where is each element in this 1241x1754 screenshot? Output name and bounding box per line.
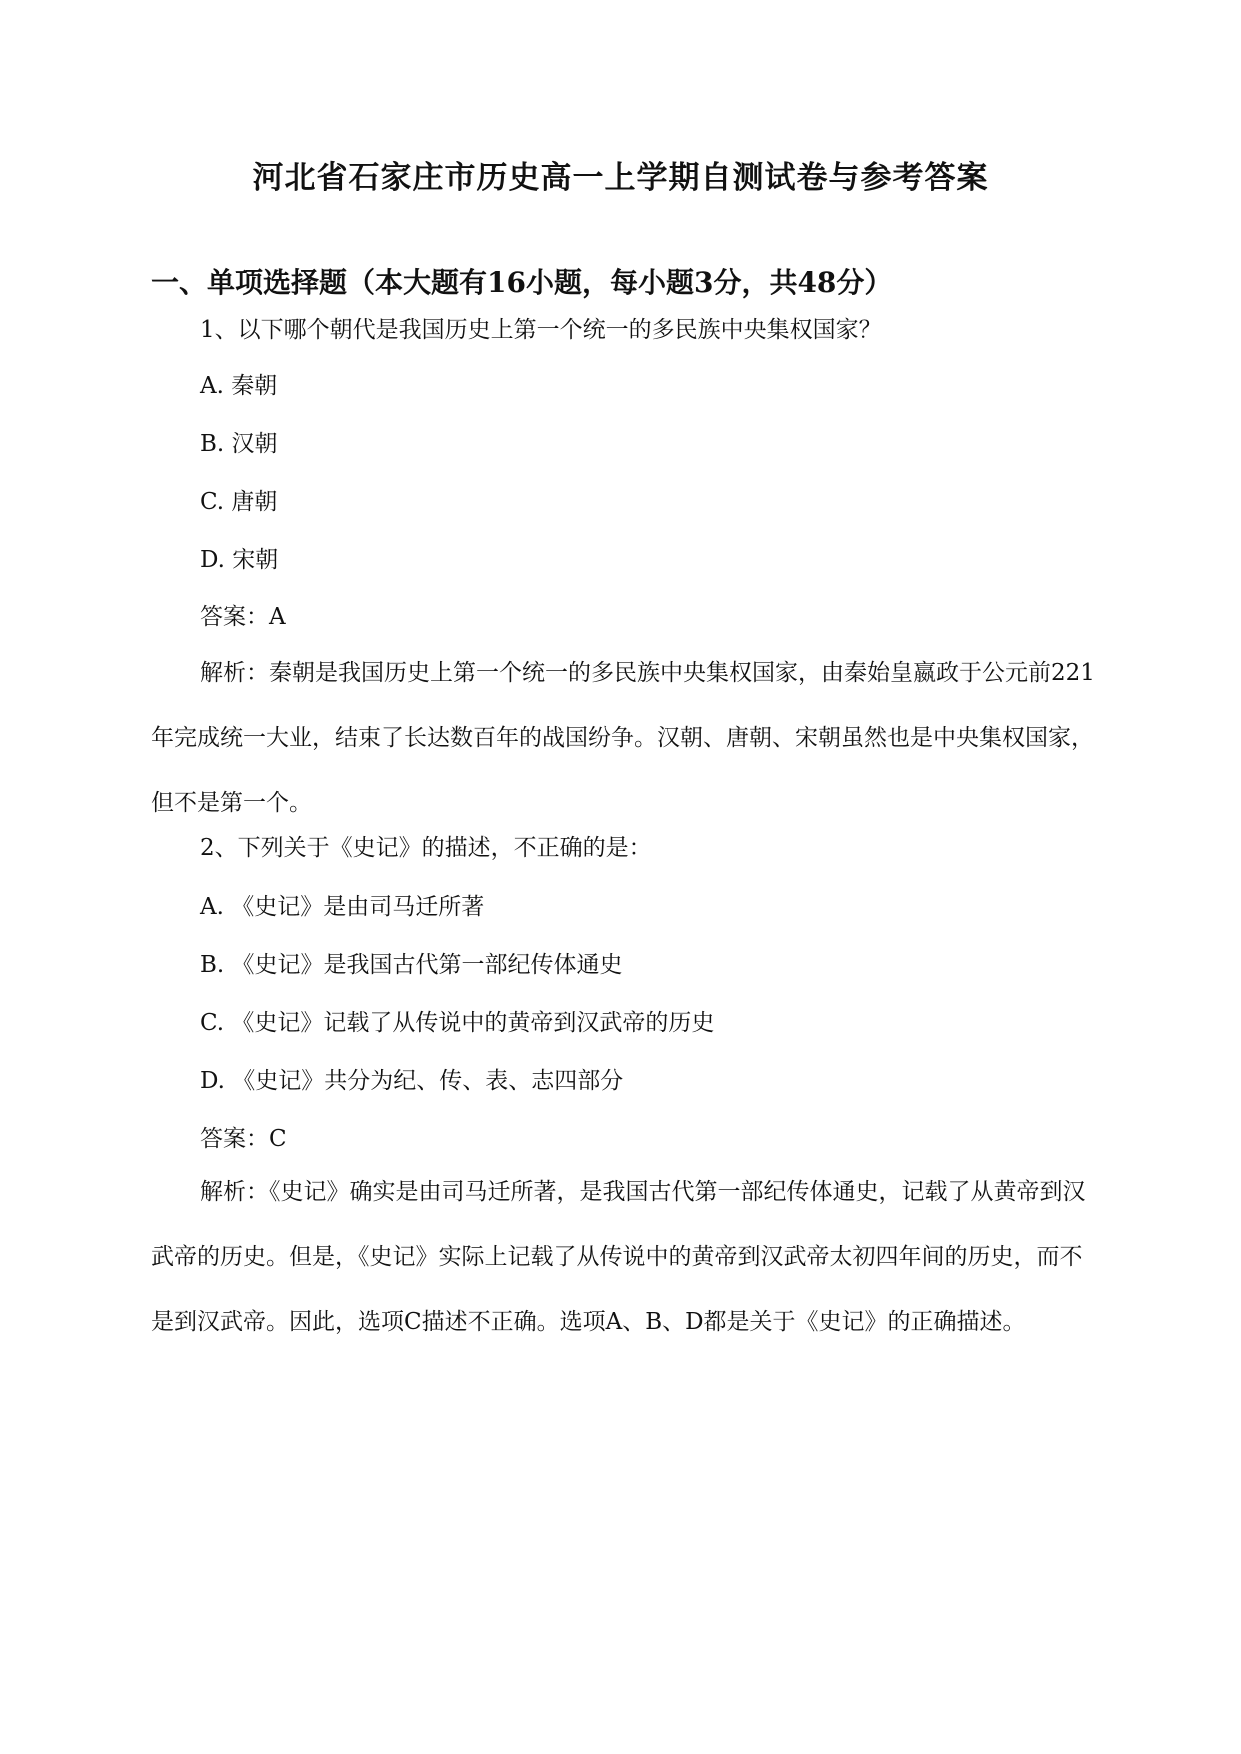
question-2-option-c: C. 《史记》记载了从传说中的黄帝到汉武帝的历史 [200,1010,715,1036]
question-1-option-c: C. 唐朝 [200,489,278,515]
question-2-analysis: 解析：《史记》确实是由司马迁所著，是我国古代第一部纪传体通史，记载了从黄帝到汉武帝的历史。但是，《史记》实际上记载了从传说中的黄帝到汉武帝太初四年间的历史，而不是到汉武帝。因此，选项C描述不正确。选项A、B、D都是关于《史记》的正确描述。 [151,1179,1086,1335]
question-2-stem: 2、下列关于《史记》的描述，不正确的是： [200,835,652,861]
question-1-option-d: D. 宋朝 [200,547,279,573]
question-2-option-b: B. 《史记》是我国古代第一部纪传体通史 [200,952,623,978]
section-heading: 一、单项选择题（本大题有16小题，每小题3分，共48分） [151,266,893,299]
question-1-analysis: 解析：秦朝是我国历史上第一个统一的多民族中央集权国家，由秦始皇嬴政于公元前221年完成统一大业，结束了长达数百年的战国纷争。汉朝、唐朝、宋朝虽然也是中央集权国家，但不是第一个。 [151,660,1095,816]
question-1-option-a: A. 秦朝 [200,373,278,399]
question-2-option-d: D. 《史记》共分为纪、传、表、志四部分 [200,1068,624,1094]
question-1-answer: 答案：A [200,604,286,630]
question-1-stem: 1、以下哪个朝代是我国历史上第一个统一的多民族中央集权国家？ [200,317,882,343]
question-2-option-a: A. 《史记》是由司马迁所著 [200,894,485,920]
question-2-answer: 答案：C [200,1126,287,1152]
question-1-option-b: B. 汉朝 [200,431,278,457]
document-title: 河北省石家庄市历史高一上学期自测试卷与参考答案 [252,160,989,196]
